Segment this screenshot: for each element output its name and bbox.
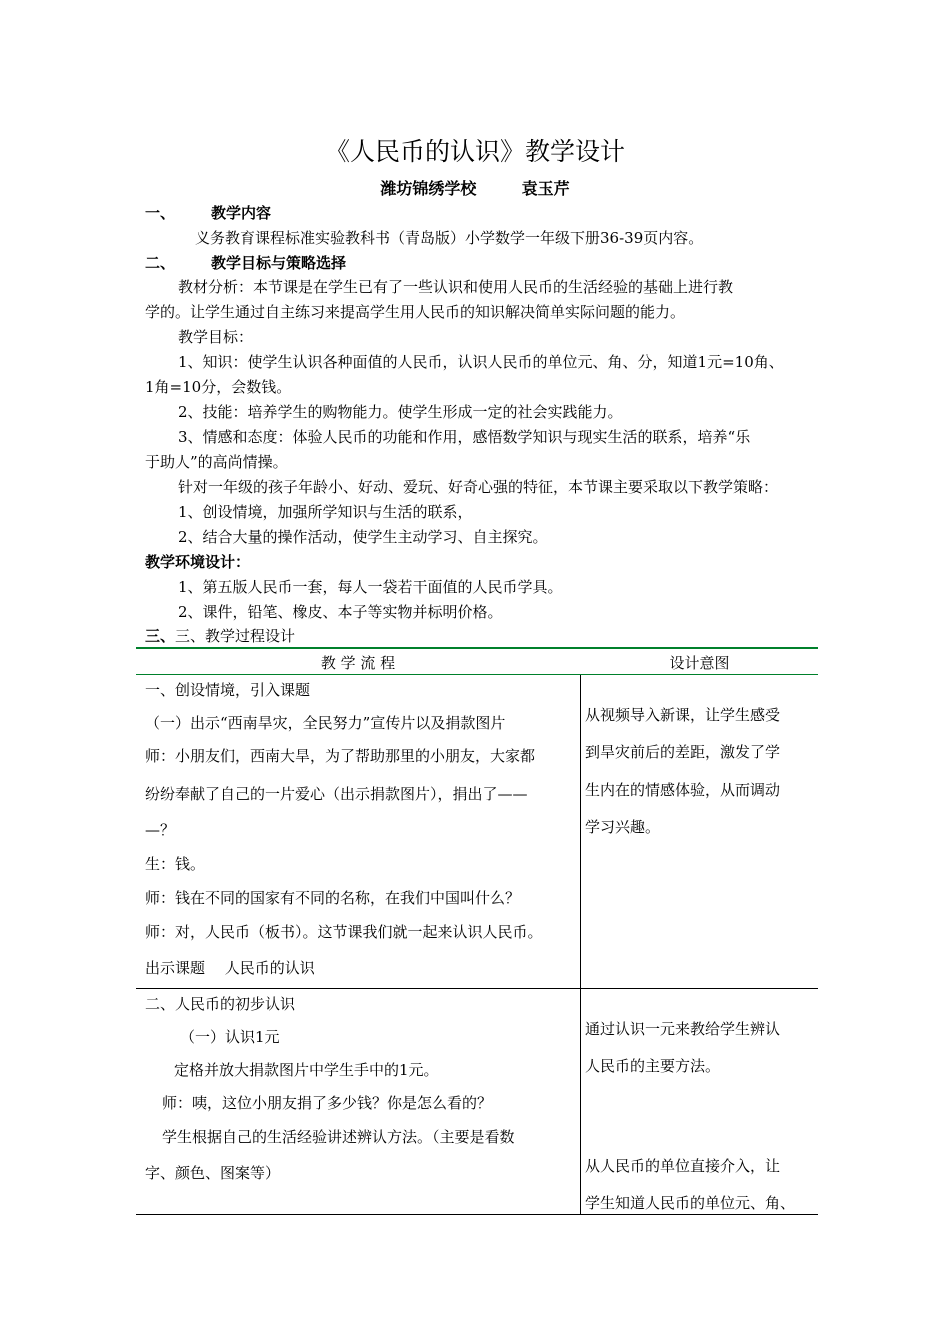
row1-intent-3: 生内在的情感体验，从而调动 (585, 781, 781, 799)
row1-line-8: 师：对，人民币（板书）。这节课我们就一起来认识人民币。 (145, 923, 543, 941)
goal3-line-1: 3、情感和态度：体验人民币的功能和作用，感悟数学知识与现实生活的联系，培养“乐 (178, 428, 751, 446)
section1-number: 一、 (145, 204, 176, 222)
table-top-rule (136, 647, 818, 649)
table-bottom-rule (136, 1214, 818, 1215)
row1-line-6: 生：钱。 (145, 855, 206, 873)
environment-item-2: 2、课件，铅笔、橡皮、本子等实物并标明价格。 (178, 603, 503, 621)
strategy-intro: 针对一年级的孩子年龄小、好动、爱玩、好奇心强的特征，本节课主要采取以下教学策略： (178, 478, 779, 496)
row2-intent-a-2: 人民币的主要方法。 (585, 1057, 721, 1075)
row2-line-6: 字、颜色、图案等） (145, 1164, 281, 1182)
document-title: 《人民币的认识》教学设计 (324, 137, 625, 166)
section2-heading (145, 253, 346, 273)
goal3-line-2: 于助人”的高尚情操。 (145, 453, 288, 471)
table-header-rule (136, 674, 818, 675)
analysis-line-1: 教材分析：本节课是在学生已有了一些认识和使用人民币的生活经验的基础上进行教 (178, 278, 734, 296)
row2-line-5: 学生根据自己的生活经验讲述辨认方法。（主要是看数 (162, 1128, 515, 1146)
section1-text: 义务教育课程标准实验教科书（青岛版）小学数学一年级下册36-39页内容。 (195, 229, 704, 247)
row1-line-3: 师：小朋友们，西南大旱，为了帮助那里的小朋友，大家都 (145, 747, 536, 765)
row1-line-2: （一）出示“西南旱灾，全民努力”宣传片以及捐款图片 (145, 714, 506, 732)
strategy-item-2: 2、结合大量的操作活动，使学生主动学习、自主探究。 (178, 528, 548, 546)
row2-line-2: （一）认识1元 (180, 1028, 280, 1046)
author-school: 潍坊锦绣学校 (380, 179, 477, 198)
row1-line-9: 出示课题 人民币的认识 (145, 959, 315, 977)
process-table (136, 647, 818, 1215)
table-column-divider (580, 675, 581, 1214)
section1-title: 教学内容 (211, 204, 272, 222)
row2-intent-b-1: 从人民币的单位直接介入，让 (585, 1157, 781, 1175)
environment-item-1: 1、第五版人民币一套，每人一袋若干面值的人民币学具。 (178, 578, 563, 596)
goal1-line-2: 1角=10分，会数钱。 (145, 378, 292, 396)
table-header-intent: 设计意图 (669, 654, 730, 672)
section1-heading (145, 203, 271, 223)
row2-line-1: 二、人民币的初步认识 (145, 995, 296, 1013)
row2-line-3: 定格并放大捐款图片中学生手中的1元。 (174, 1061, 439, 1079)
row1-intent-2: 到旱灾前后的差距，激发了学 (585, 743, 781, 761)
row2-intent-b-2: 学生知道人民币的单位元、角、 (585, 1194, 796, 1212)
row1-intent-1: 从视频导入新课，让学生感受 (585, 706, 781, 724)
analysis-line-2: 学的。让学生通过自主练习来提高学生用人民币的知识解决简单实际问题的能力。 (145, 303, 686, 321)
row1-line-5: —？ (145, 821, 176, 839)
table-row-rule (136, 988, 818, 989)
section3-title: 三、教学过程设计 (175, 627, 296, 645)
goal1-line-1: 1、知识：使学生认识各种面值的人民币，认识人民币的单位元、角、分，知道1元=10角、 (178, 353, 784, 371)
goal2-line: 2、技能：培养学生的购物能力。使学生形成一定的社会实践能力。 (178, 403, 623, 421)
row1-line-7: 师：钱在不同的国家有不同的名称，在我们中国叫什么？ (145, 889, 521, 907)
section3-heading: 三、三、教学过程设计 (145, 627, 296, 645)
row1-line-1: 一、创设情境，引入课题 (145, 681, 311, 699)
row1-line-4: 纷纷奉献了自己的一片爱心（出示捐款图片），捐出了—— (145, 785, 528, 803)
author-line (0, 176, 950, 199)
table-header-process: 教 学 流 程 (320, 654, 396, 672)
row1-intent-4: 学习兴趣。 (585, 818, 661, 836)
author-name: 袁玉芹 (521, 179, 570, 198)
row2-intent-a-1: 通过认识一元来教给学生辨认 (585, 1020, 781, 1038)
section2-title: 教学目标与策略选择 (211, 254, 347, 272)
section2-number: 二、 (145, 254, 176, 272)
environment-heading: 教学环境设计： (145, 553, 251, 571)
strategy-item-1: 1、创设情境，加强所学知识与生活的联系， (178, 503, 473, 521)
row2-line-4: 师：咦，这位小朋友捐了多少钱？你是怎么看的？ (162, 1094, 493, 1112)
goals-label: 教学目标： (178, 328, 254, 346)
